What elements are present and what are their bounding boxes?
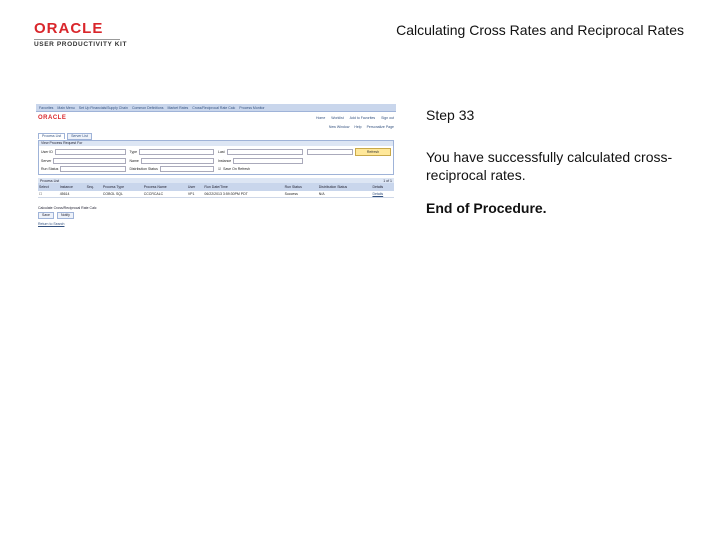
grid-title: Process List xyxy=(40,178,60,183)
cell-instance: 45614 xyxy=(59,191,86,198)
criteria-label: Run Status xyxy=(41,167,59,171)
col-run-status: Run Status xyxy=(284,183,318,191)
return-to-search-link[interactable]: Return to Search xyxy=(38,222,65,226)
personalize-link[interactable]: Personalize Page xyxy=(366,125,394,129)
col-process-type: Process Type xyxy=(102,183,143,191)
instance-input[interactable] xyxy=(233,158,302,164)
favorites-link[interactable]: Add to Favorites xyxy=(349,116,376,120)
criteria-label: Last xyxy=(218,150,225,154)
col-process-name: Process Name xyxy=(143,183,187,191)
help-link[interactable]: Help xyxy=(354,125,362,129)
days-select[interactable] xyxy=(307,149,354,155)
criteria-type xyxy=(130,148,215,156)
nav-item[interactable]: Common Definitions xyxy=(131,105,164,110)
criteria-instance xyxy=(218,158,303,164)
criteria-save-on-refresh xyxy=(218,166,303,172)
tab-bar xyxy=(36,133,396,140)
page-links xyxy=(36,124,396,130)
cell-process-type: COBOL SQL xyxy=(102,191,143,198)
app-logo: ORACLE xyxy=(38,115,67,121)
criteria-label: Distribution Status xyxy=(129,167,158,171)
last-input[interactable] xyxy=(227,149,303,155)
server-select[interactable] xyxy=(53,158,125,164)
save-button[interactable]: Save xyxy=(38,212,54,219)
row-select-checkbox[interactable]: ☐ xyxy=(38,191,59,198)
logo-kit: USER PRODUCTIVITY KIT xyxy=(34,41,128,48)
criteria-spacer xyxy=(307,158,392,164)
cell-run-date: 06/22/2013 3:59:30PM PDT xyxy=(203,191,283,198)
name-input[interactable] xyxy=(141,158,214,164)
logo-divider xyxy=(34,39,120,40)
user-id-input[interactable] xyxy=(55,149,126,155)
grid-nav[interactable]: 1 of 1 xyxy=(383,178,392,183)
logo-brand: ORACLE xyxy=(34,20,104,37)
step-message: You have successfully calculated cross-reciprocal rates. xyxy=(426,149,673,183)
criteria-label: Type xyxy=(129,150,138,154)
nav-item[interactable]: Process Monitor xyxy=(239,105,265,110)
cell-run-status: Success xyxy=(284,191,318,198)
criteria-label: Instance xyxy=(218,159,232,163)
table-header-row xyxy=(38,183,394,191)
cell-seq xyxy=(86,191,102,198)
criteria-name xyxy=(130,158,215,164)
oracle-upk-logo xyxy=(34,20,127,48)
nav-item[interactable]: Market Rates xyxy=(167,105,189,110)
criteria-server xyxy=(41,158,126,164)
criteria-label: Server xyxy=(41,159,52,163)
app-screenshot xyxy=(36,104,396,256)
top-navigation xyxy=(36,104,396,112)
step-number: Step 33 xyxy=(426,107,475,123)
button-row xyxy=(38,212,394,219)
distribution-status-select[interactable] xyxy=(160,166,214,172)
cell-process-name: CCCRCALC xyxy=(143,191,187,198)
refresh-button[interactable]: Refresh xyxy=(355,148,391,156)
tab-process-list[interactable]: Process List xyxy=(38,133,65,139)
criteria-label: Save On Refresh xyxy=(223,167,250,171)
notify-button[interactable]: Notify xyxy=(57,212,74,219)
process-list-table xyxy=(38,183,394,198)
page-title: Calculating Cross Rates and Reciprocal Rates xyxy=(396,22,684,38)
col-distribution-status: Distribution Status xyxy=(318,183,372,191)
tab-server-list[interactable]: Server List xyxy=(67,133,92,140)
worklist-link[interactable]: Worklist xyxy=(331,116,344,120)
criteria-label: Name xyxy=(129,159,139,163)
cell-user: VP1 xyxy=(187,191,204,198)
nav-item[interactable]: Main Menu xyxy=(57,105,75,110)
panel-title: View Process Request For xyxy=(39,141,393,146)
new-window-link[interactable]: New Window xyxy=(328,125,350,129)
criteria-run-status xyxy=(41,166,126,172)
app-header xyxy=(36,112,396,124)
criteria-panel xyxy=(38,140,394,175)
home-link[interactable]: Home xyxy=(315,116,326,120)
criteria-user-id xyxy=(41,148,126,156)
col-run-date: Run Date/Time xyxy=(203,183,283,191)
checkbox-icon[interactable]: ☑ xyxy=(218,167,222,171)
end-of-procedure: End of Procedure. xyxy=(426,200,547,216)
col-user: User xyxy=(187,183,204,191)
app-links xyxy=(316,116,394,120)
sign-out-link[interactable]: Sign out xyxy=(381,116,394,120)
nav-item[interactable]: Cross/Reciprocal Rate Calc xyxy=(192,105,236,110)
type-select[interactable] xyxy=(139,149,214,155)
nav-item[interactable]: Set Up Financials/Supply Chain xyxy=(78,105,128,110)
table-row xyxy=(38,191,394,198)
criteria-last xyxy=(218,148,303,156)
details-link[interactable]: Details xyxy=(371,191,394,198)
col-details: Details xyxy=(371,183,394,191)
col-seq: Seq. xyxy=(86,183,102,191)
col-select: Select xyxy=(38,183,59,191)
criteria-days xyxy=(307,148,392,156)
cell-distribution-status: N/A xyxy=(318,191,372,198)
criteria-distribution-status xyxy=(130,166,215,172)
col-instance: Instance xyxy=(59,183,86,191)
criteria-label: User ID xyxy=(41,150,53,154)
criteria-grid xyxy=(39,146,393,174)
go-back-link[interactable]: Calculate Cross/Reciprocal Rate Calc xyxy=(38,206,97,210)
nav-item[interactable]: Favorites xyxy=(39,105,54,110)
run-status-select[interactable] xyxy=(60,166,125,172)
